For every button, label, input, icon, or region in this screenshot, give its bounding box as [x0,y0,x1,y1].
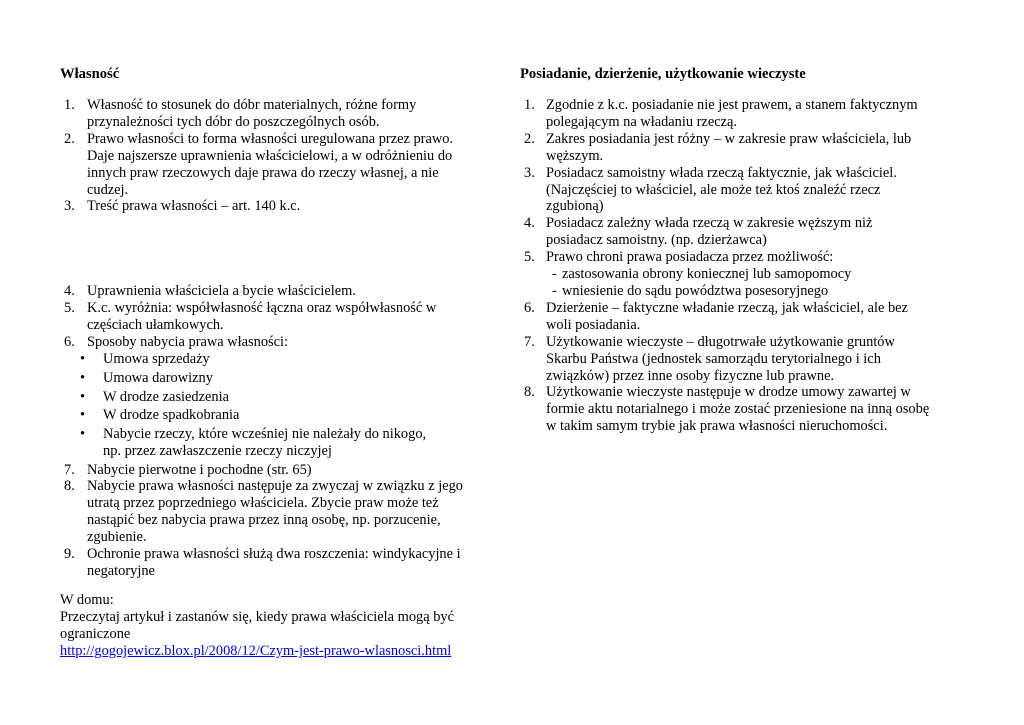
item-text-line: zgubioną) [546,198,604,215]
item-number: 7. [524,333,535,350]
dash-text: zastosowania obrony koniecznej lub samopomocy [562,266,852,283]
bullet-icon: • [80,351,86,368]
item-text-line: W drodze zasiedzenia [103,388,229,405]
bullet-icon: • [80,388,86,405]
item-text-line: formie aktu notarialnego i może zostać przeniesione na inną osobę [546,401,930,418]
list-item [520,215,950,249]
item-number: 9. [64,546,75,563]
dash-text: wniesienie do sądu powództwa posesoryjnego [562,282,829,299]
item-text-line: Skarbu Państwa (jednostek samorządu terytorialnego i ich [546,350,881,367]
list-item [520,97,950,131]
possession-list [520,97,950,435]
item-text-line: Prawo własności to forma własności uregulowana przez prawo. [87,130,454,147]
item-text-line: węższym. [546,147,604,164]
list-item [520,334,950,385]
bullet-item [60,407,480,424]
list-item [520,131,950,165]
acquisition-methods-list [60,351,480,460]
list-item [60,300,480,334]
item-number: 4. [524,215,535,232]
item-number: 8. [64,478,75,495]
item-text-line: Posiadacz zależny włada rzeczą w zakresie węższym niż [546,215,873,232]
article-link[interactable]: http://gogojewicz.blox.pl/2008/12/Czym-jest-prawo-wlasnosci.html [60,642,452,659]
list-item [60,334,480,460]
list-item [520,384,950,435]
item-text-line: woli posiadania. [546,316,641,333]
item-text-line: Sposoby nabycia prawa własności: [87,333,289,350]
dash-item [546,266,950,283]
item-number: 5. [524,249,535,266]
homework-text-line: Przeczytaj artykuł i zastanów się, kiedy prawa właściciela mogą być [60,608,454,625]
item-number: 6. [64,333,75,350]
homework-section [60,592,490,660]
item-text-line: częściach ułamkowych. [87,316,224,333]
item-text-line: Uprawnienia właściciela a bycie właścicielem. [87,283,356,299]
list-item [60,546,480,580]
item-text-line: zgubienie. [87,529,147,546]
item-number: 5. [64,299,75,316]
item-text-line: Własność to stosunek do dóbr materialnych, różne formy [87,97,417,113]
item-text-line: utratą przez poprzedniego właściciela. Zbycie praw może też [87,495,439,512]
dash-item [546,283,950,300]
item-text-line: np. przez zawłaszczenie rzeczy niczyjej [103,442,332,459]
item-text-line: W drodze spadkobrania [103,407,240,424]
item-text-line: Posiadacz samoistny włada rzeczą faktycznie, jak właściciel. [546,164,897,181]
item-text-line: Umowa darowizny [103,369,213,386]
item-text-line: związków) przez inne osoby fizyczne lub prawne. [546,367,835,384]
item-text-line: Ochronie prawa własności służą dwa roszczenia: windykacyjne i [87,546,461,563]
item-text-line: nastąpić bez nabycia prawa przez inną osobę, np. porzucenie, [87,512,441,529]
bullet-item [60,426,480,460]
bullet-icon: • [80,369,86,386]
ownership-list-part-2 [60,283,480,580]
item-text-line: innych praw rzeczowych daje prawa do rzeczy własnej, a nie [87,164,439,181]
list-item [60,283,480,300]
item-text-line: przynależności tych dóbr do poszczególnych osób. [87,113,380,130]
list-item [520,300,950,334]
item-text-line: Nabycie prawa własności następuje za zwyczaj w związku z jego [87,478,463,495]
dash-marker: - [552,266,557,283]
item-number: 4. [64,283,75,299]
item-number: 2. [64,130,75,147]
item-text-line: Dzierżenie – faktyczne władanie rzeczą, jak właściciel, ale bez [546,299,908,316]
list-item [60,478,480,546]
item-number: 7. [64,461,75,478]
bullet-icon: • [80,425,86,442]
dash-marker: - [552,282,557,299]
item-text-line: Zakres posiadania jest różny – w zakresie praw właściciela, lub [546,130,912,147]
item-number: 3. [524,164,535,181]
item-number: 1. [64,97,75,113]
item-number: 6. [524,299,535,316]
item-number: 1. [524,97,535,113]
item-text-line: posiadacz samoistny. (np. dzierżawca) [546,232,767,249]
list-item [520,165,950,216]
list-item [60,462,480,479]
item-text-line: K.c. wyróżnia: współwłasność łączna oraz współwłasność w [87,299,437,316]
item-text-line: polegającym na władaniu rzeczą. [546,113,737,130]
item-text-line: (Najczęściej to właściciel, ale może też ktoś znaleźć rzecz [546,181,881,198]
item-number: 8. [524,384,535,401]
item-text-line: w takim samym trybie jak prawa własności nieruchomości. [546,418,888,435]
item-text-line: Zgodnie z k.c. posiadanie nie jest prawem, a stanem faktycznym [546,97,918,113]
list-item [60,198,480,215]
item-text-line: negatoryjne [87,562,155,579]
right-heading: Posiadanie, dzierżenie, użytkowanie wieczyste [520,66,806,82]
homework-label: W domu: [60,592,114,608]
bullet-item [60,389,480,406]
bullet-icon: • [80,407,86,424]
bullet-item [60,351,480,368]
ownership-list-part-1 [60,97,480,215]
list-item [60,131,480,199]
bullet-item [60,370,480,387]
item-text-line: Daje najszersze uprawnienia właścicielowi, a w odróżnieniu do [87,147,453,164]
list-item [60,97,480,131]
item-number: 2. [524,130,535,147]
item-text-line: cudzej. [87,181,129,198]
item-number: 3. [64,198,75,215]
item-text-line: Nabycie rzeczy, które wcześniej nie należały do nikogo, [103,425,427,442]
item-text-line: Nabycie pierwotne i pochodne (str. 65) [87,461,312,478]
list-item [520,249,950,300]
item-text-line: Użytkowanie wieczyste następuje w drodze umowy zawartej w [546,384,911,401]
item-text-line: Treść prawa własności – art. 140 k.c. [87,198,301,215]
left-heading: Własność [60,66,120,82]
item-text-line: Użytkowanie wieczyste – długotrwałe użytkowanie gruntów [546,333,895,350]
item-text-line: Umowa sprzedaży [103,351,210,368]
item-text-line: Prawo chroni prawa posiadacza przez możliwość: [546,249,834,266]
homework-text-line: ograniczone [60,625,131,642]
